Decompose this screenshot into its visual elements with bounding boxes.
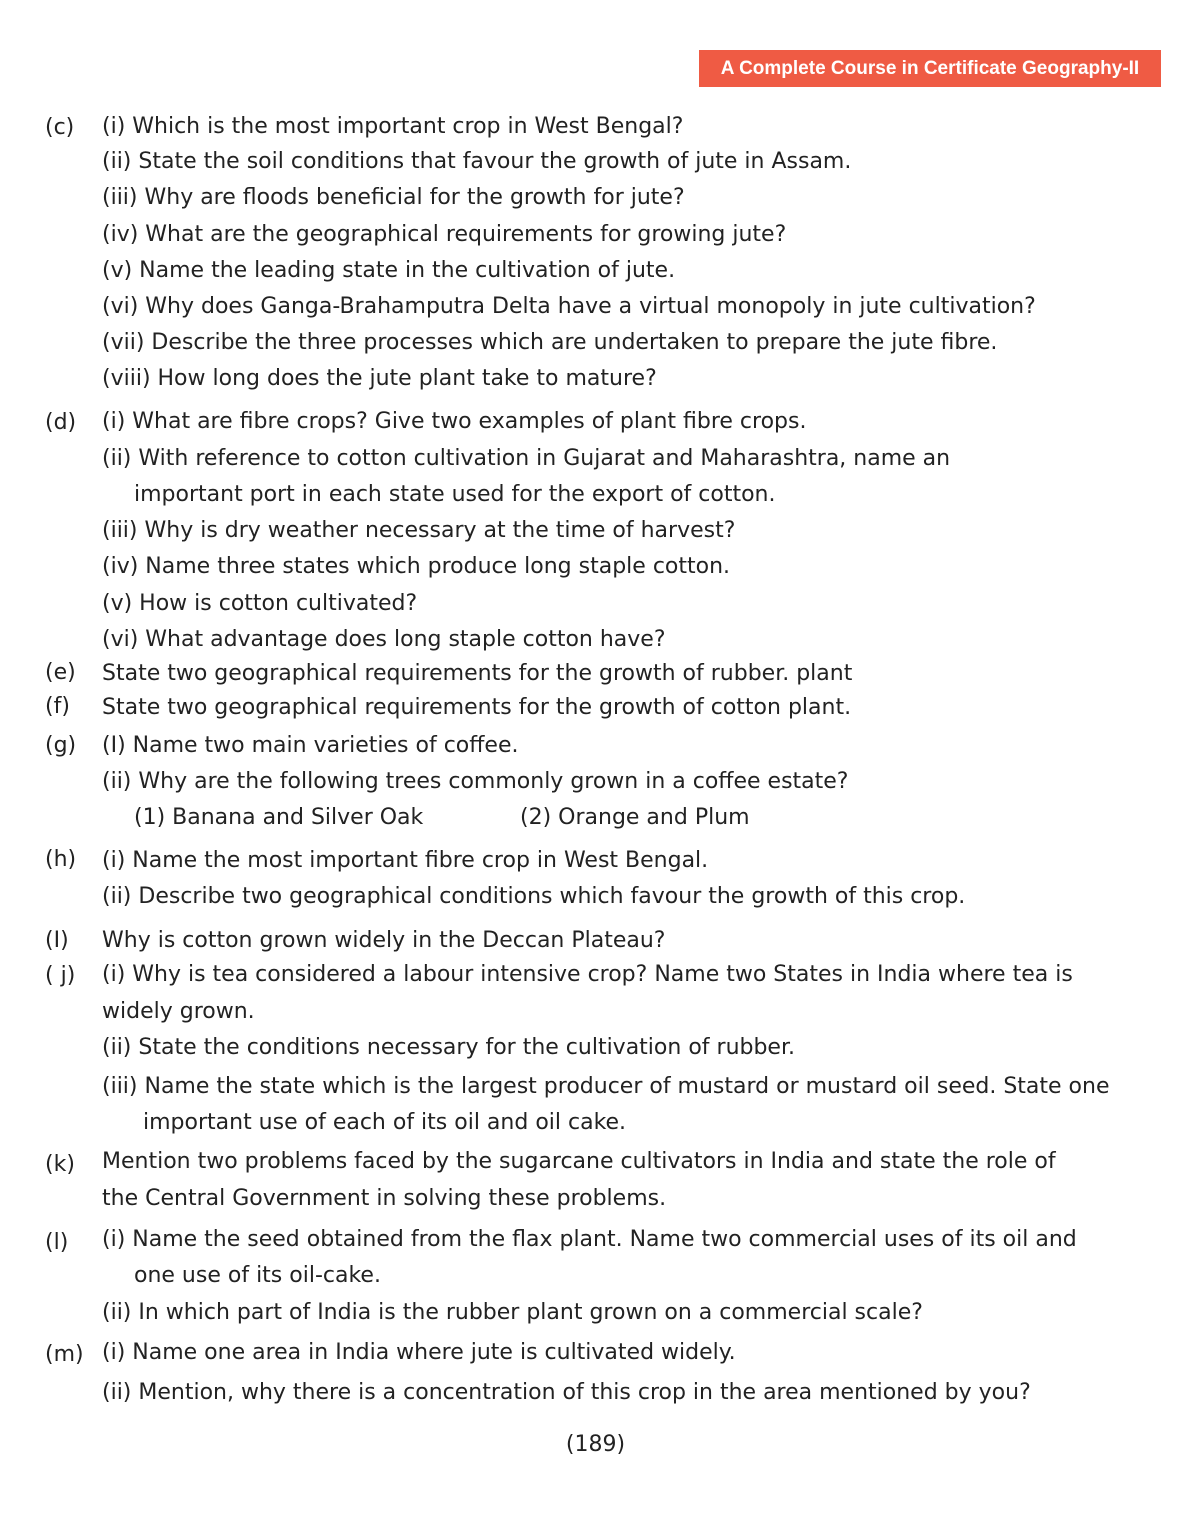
- question-label-f: (f): [45, 694, 70, 719]
- question-label-j: ( j): [45, 963, 76, 988]
- question-l-line-3: (ii) In which part of India is the rubber plant grown on a commercial scale?: [102, 1300, 923, 1325]
- question-k-line-2: the Central Government in solving these problems.: [102, 1186, 667, 1211]
- question-h-line-2: (ii) Describe two geographical conditions which favour the growth of this crop.: [102, 884, 966, 909]
- question-i-line-1: Why is cotton grown widely in the Deccan Plateau?: [102, 928, 666, 953]
- question-m-line-2: (ii) Mention, why there is a concentration of this crop in the area mentioned by you?: [102, 1380, 1031, 1405]
- question-j-line-3: (ii) State the conditions necessary for the cultivation of rubber.: [102, 1035, 795, 1060]
- question-g-option-2: (2) Orange and Plum: [520, 805, 750, 830]
- question-label-m: (m): [45, 1342, 84, 1367]
- question-label-l: (l): [45, 1230, 69, 1255]
- page-number: (189): [565, 1432, 626, 1457]
- question-j-line-4: (iii) Name the state which is the largest producer of mustard or mustard oil seed. State one: [102, 1074, 1110, 1099]
- question-d-line-2: (ii) With reference to cotton cultivation in Gujarat and Maharashtra, name an: [102, 446, 951, 471]
- question-label-e: (e): [45, 660, 76, 685]
- question-g-line-1: (I) Name two main varieties of coffee.: [102, 733, 519, 758]
- question-g-line-2: (ii) Why are the following trees commonly grown in a coffee estate?: [102, 769, 849, 794]
- question-d-line-6: (v) How is cotton cultivated?: [102, 591, 418, 616]
- question-d-line-4: (iii) Why is dry weather necessary at the time of harvest?: [102, 518, 736, 543]
- question-label-g: (g): [45, 733, 77, 758]
- question-g-option-1: (1) Banana and Silver Oak: [134, 805, 424, 830]
- question-d-line-5: (iv) Name three states which produce long staple cotton.: [102, 554, 731, 579]
- question-f-line-1: State two geographical requirements for the growth of cotton plant.: [102, 695, 852, 720]
- question-c-line-3: (iii) Why are floods beneficial for the growth for jute?: [102, 185, 685, 210]
- question-c-line-8: (viii) How long does the jute plant take to mature?: [102, 366, 657, 391]
- question-c-line-7: (vii) Describe the three processes which are undertaken to prepare the jute fibre.: [102, 330, 998, 355]
- question-l-line-2: one use of its oil-cake.: [134, 1263, 381, 1288]
- question-e-line-1: State two geographical requirements for the growth of rubber. plant: [102, 661, 853, 686]
- question-h-line-1: (i) Name the most important fibre crop in West Bengal.: [102, 848, 709, 873]
- question-j-line-2: widely grown.: [102, 999, 255, 1024]
- question-label-k: (k): [45, 1152, 75, 1177]
- question-d-line-7: (vi) What advantage does long staple cotton have?: [102, 627, 666, 652]
- question-m-line-1: (i) Name one area in India where jute is cultivated widely.: [102, 1340, 736, 1365]
- question-l-line-1: (i) Name the seed obtained from the flax plant. Name two commercial uses of its oil and: [102, 1227, 1077, 1252]
- question-c-line-1: (i) Which is the most important crop in West Bengal?: [102, 114, 684, 139]
- book-title-banner: A Complete Course in Certificate Geography-II: [699, 50, 1161, 87]
- question-label-c: (c): [45, 115, 75, 140]
- question-c-line-2: (ii) State the soil conditions that favour the growth of jute in Assam.: [102, 149, 852, 174]
- question-j-line-5: important use of each of its oil and oil cake.: [143, 1110, 627, 1135]
- question-c-line-4: (iv) What are the geographical requirements for growing jute?: [102, 222, 787, 247]
- question-c-line-6: (vi) Why does Ganga-Brahamputra Delta have a virtual monopoly in jute cultivation?: [102, 294, 1036, 319]
- question-k-line-1: Mention two problems faced by the sugarcane cultivators in India and state the role of: [102, 1149, 1056, 1174]
- question-label-d: (d): [45, 410, 77, 435]
- question-j-line-1: (i) Why is tea considered a labour intensive crop? Name two States in India where tea is: [102, 962, 1073, 987]
- question-c-line-5: (v) Name the leading state in the cultivation of jute.: [102, 258, 676, 283]
- question-d-line-1: (i) What are fibre crops? Give two examples of plant fibre crops.: [102, 409, 807, 434]
- question-d-line-3: important port in each state used for the export of cotton.: [134, 482, 776, 507]
- question-label-i: (I): [45, 928, 69, 953]
- question-label-h: (h): [45, 847, 77, 872]
